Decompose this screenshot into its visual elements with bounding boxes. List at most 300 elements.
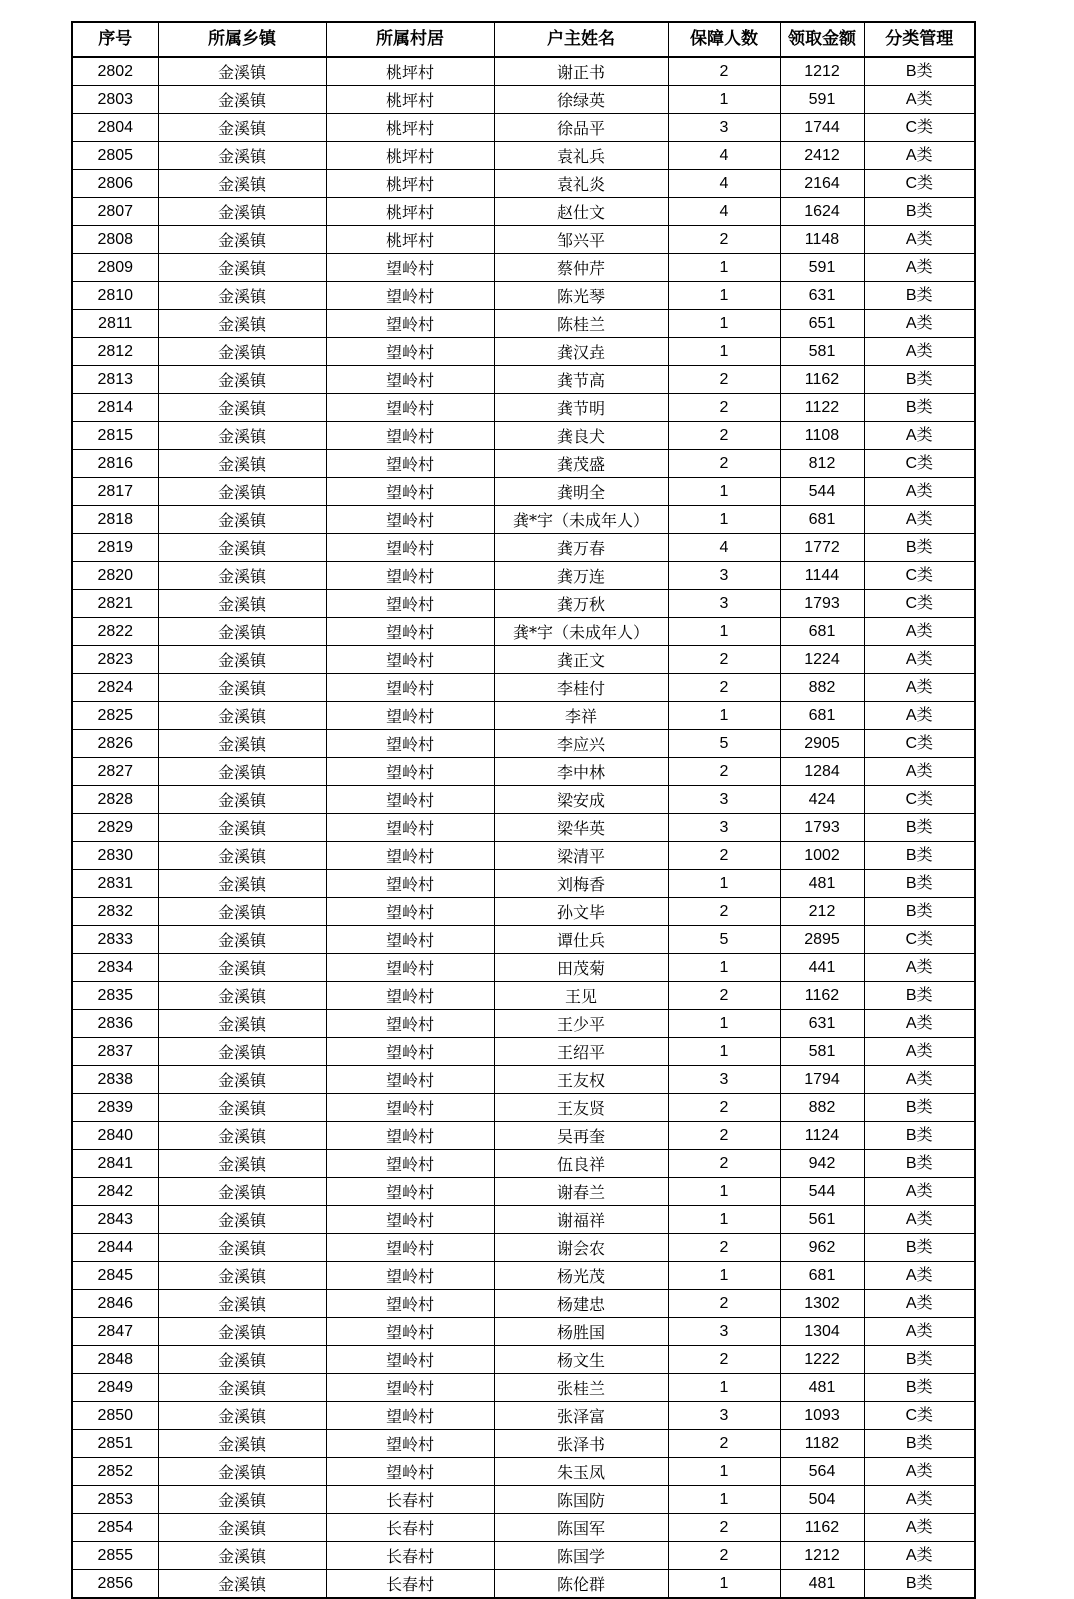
cell-people-count: 1 (668, 506, 780, 534)
cell-category: B类 (864, 898, 975, 926)
cell-serial: 2813 (72, 366, 158, 394)
cell-township: 金溪镇 (158, 198, 326, 226)
cell-amount: 591 (780, 254, 864, 282)
cell-category: B类 (864, 870, 975, 898)
table-row (72, 506, 975, 534)
cell-amount: 942 (780, 1150, 864, 1178)
table-row (72, 1122, 975, 1150)
cell-village: 望岭村 (326, 450, 494, 478)
cell-village: 望岭村 (326, 1374, 494, 1402)
cell-amount: 1002 (780, 842, 864, 870)
cell-township: 金溪镇 (158, 1178, 326, 1206)
cell-householder: 李中林 (494, 758, 668, 786)
cell-category: A类 (864, 478, 975, 506)
cell-category: B类 (864, 814, 975, 842)
cell-householder: 徐绿英 (494, 86, 668, 114)
cell-township: 金溪镇 (158, 422, 326, 450)
table-row (72, 1430, 975, 1458)
cell-category: A类 (864, 254, 975, 282)
cell-people-count: 1 (668, 1458, 780, 1486)
cell-amount: 1212 (780, 1542, 864, 1570)
cell-amount: 1304 (780, 1318, 864, 1346)
table-row (72, 1094, 975, 1122)
cell-amount: 441 (780, 954, 864, 982)
cell-township: 金溪镇 (158, 394, 326, 422)
cell-people-count: 1 (668, 310, 780, 338)
table-row (72, 814, 975, 842)
cell-township: 金溪镇 (158, 842, 326, 870)
cell-people-count: 1 (668, 86, 780, 114)
cell-township: 金溪镇 (158, 1150, 326, 1178)
cell-people-count: 1 (668, 1262, 780, 1290)
cell-people-count: 4 (668, 170, 780, 198)
cell-category: A类 (864, 1290, 975, 1318)
cell-householder: 龚万连 (494, 562, 668, 590)
cell-amount: 424 (780, 786, 864, 814)
cell-village: 望岭村 (326, 842, 494, 870)
cell-amount: 631 (780, 282, 864, 310)
cell-people-count: 4 (668, 198, 780, 226)
cell-people-count: 2 (668, 1430, 780, 1458)
cell-category: A类 (864, 1066, 975, 1094)
cell-village: 望岭村 (326, 1290, 494, 1318)
cell-village: 望岭村 (326, 1402, 494, 1430)
cell-township: 金溪镇 (158, 1346, 326, 1374)
header-village: 所属村居 (326, 22, 494, 57)
cell-village: 桃坪村 (326, 198, 494, 226)
table-row (72, 114, 975, 142)
cell-township: 金溪镇 (158, 1570, 326, 1599)
cell-householder: 龚万秋 (494, 590, 668, 618)
cell-serial: 2828 (72, 786, 158, 814)
cell-householder: 杨光茂 (494, 1262, 668, 1290)
cell-householder: 张泽富 (494, 1402, 668, 1430)
cell-category: C类 (864, 450, 975, 478)
cell-people-count: 1 (668, 954, 780, 982)
cell-serial: 2845 (72, 1262, 158, 1290)
cell-village: 望岭村 (326, 534, 494, 562)
cell-householder: 谢春兰 (494, 1178, 668, 1206)
cell-serial: 2815 (72, 422, 158, 450)
cell-people-count: 2 (668, 1150, 780, 1178)
cell-township: 金溪镇 (158, 1262, 326, 1290)
header-serial: 序号 (72, 22, 158, 57)
cell-people-count: 3 (668, 1402, 780, 1430)
cell-householder: 龚正文 (494, 646, 668, 674)
cell-township: 金溪镇 (158, 702, 326, 730)
cell-householder: 伍良祥 (494, 1150, 668, 1178)
cell-amount: 504 (780, 1486, 864, 1514)
cell-township: 金溪镇 (158, 1402, 326, 1430)
cell-people-count: 3 (668, 590, 780, 618)
cell-amount: 1162 (780, 366, 864, 394)
cell-village: 望岭村 (326, 338, 494, 366)
cell-village: 望岭村 (326, 702, 494, 730)
cell-village: 望岭村 (326, 422, 494, 450)
table-row (72, 1178, 975, 1206)
cell-people-count: 1 (668, 1486, 780, 1514)
cell-village: 桃坪村 (326, 114, 494, 142)
cell-category: B类 (864, 534, 975, 562)
cell-serial: 2820 (72, 562, 158, 590)
table-row (72, 86, 975, 114)
cell-village: 望岭村 (326, 898, 494, 926)
data-table (71, 21, 976, 1599)
cell-category: B类 (864, 1150, 975, 1178)
table-row (72, 1514, 975, 1542)
cell-serial: 2806 (72, 170, 158, 198)
cell-township: 金溪镇 (158, 926, 326, 954)
cell-serial: 2823 (72, 646, 158, 674)
cell-people-count: 5 (668, 926, 780, 954)
header-people-count: 保障人数 (668, 22, 780, 57)
cell-amount: 2905 (780, 730, 864, 758)
cell-serial: 2802 (72, 57, 158, 86)
table-row (72, 702, 975, 730)
cell-village: 望岭村 (326, 1150, 494, 1178)
cell-category: A类 (864, 1262, 975, 1290)
header-amount: 领取金额 (780, 22, 864, 57)
cell-category: B类 (864, 1234, 975, 1262)
table-row (72, 646, 975, 674)
cell-householder: 龚茂盛 (494, 450, 668, 478)
cell-amount: 1162 (780, 982, 864, 1010)
cell-householder: 杨建忠 (494, 1290, 668, 1318)
cell-township: 金溪镇 (158, 870, 326, 898)
cell-township: 金溪镇 (158, 478, 326, 506)
cell-serial: 2843 (72, 1206, 158, 1234)
cell-people-count: 1 (668, 254, 780, 282)
cell-householder: 李应兴 (494, 730, 668, 758)
cell-serial: 2847 (72, 1318, 158, 1346)
cell-village: 望岭村 (326, 646, 494, 674)
cell-village: 望岭村 (326, 1010, 494, 1038)
cell-amount: 212 (780, 898, 864, 926)
cell-householder: 龚良犬 (494, 422, 668, 450)
cell-category: A类 (864, 1486, 975, 1514)
cell-householder: 陈国防 (494, 1486, 668, 1514)
cell-category: A类 (864, 674, 975, 702)
cell-serial: 2805 (72, 142, 158, 170)
cell-amount: 591 (780, 86, 864, 114)
cell-people-count: 1 (668, 1570, 780, 1599)
cell-township: 金溪镇 (158, 562, 326, 590)
cell-householder: 王友权 (494, 1066, 668, 1094)
cell-village: 望岭村 (326, 394, 494, 422)
cell-township: 金溪镇 (158, 226, 326, 254)
cell-people-count: 3 (668, 786, 780, 814)
cell-township: 金溪镇 (158, 338, 326, 366)
cell-township: 金溪镇 (158, 646, 326, 674)
cell-people-count: 2 (668, 394, 780, 422)
cell-householder: 龚节高 (494, 366, 668, 394)
cell-township: 金溪镇 (158, 1486, 326, 1514)
cell-serial: 2812 (72, 338, 158, 366)
table-row (72, 338, 975, 366)
cell-category: C类 (864, 786, 975, 814)
cell-amount: 544 (780, 478, 864, 506)
table-row (72, 842, 975, 870)
cell-serial: 2836 (72, 1010, 158, 1038)
cell-serial: 2855 (72, 1542, 158, 1570)
table-row (72, 226, 975, 254)
cell-people-count: 2 (668, 1234, 780, 1262)
cell-serial: 2808 (72, 226, 158, 254)
cell-village: 望岭村 (326, 618, 494, 646)
cell-village: 望岭村 (326, 954, 494, 982)
cell-householder: 龚*宇（未成年人） (494, 618, 668, 646)
table-row (72, 1570, 975, 1599)
cell-village: 望岭村 (326, 1038, 494, 1066)
table-row (72, 1346, 975, 1374)
header-category: 分类管理 (864, 22, 975, 57)
cell-amount: 681 (780, 618, 864, 646)
table-body (72, 57, 975, 1598)
cell-householder: 龚*宇（未成年人） (494, 506, 668, 534)
cell-village: 望岭村 (326, 786, 494, 814)
cell-township: 金溪镇 (158, 366, 326, 394)
cell-householder: 陈光琴 (494, 282, 668, 310)
cell-amount: 1302 (780, 1290, 864, 1318)
cell-householder: 张桂兰 (494, 1374, 668, 1402)
table-row (72, 422, 975, 450)
cell-people-count: 1 (668, 1010, 780, 1038)
cell-township: 金溪镇 (158, 590, 326, 618)
cell-category: C类 (864, 562, 975, 590)
table-row (72, 758, 975, 786)
cell-serial: 2853 (72, 1486, 158, 1514)
cell-amount: 1122 (780, 394, 864, 422)
cell-householder: 谢正书 (494, 57, 668, 86)
table-row (72, 730, 975, 758)
cell-category: A类 (864, 758, 975, 786)
cell-township: 金溪镇 (158, 1094, 326, 1122)
cell-village: 望岭村 (326, 1122, 494, 1150)
table-row (72, 1066, 975, 1094)
cell-township: 金溪镇 (158, 814, 326, 842)
cell-amount: 1772 (780, 534, 864, 562)
cell-village: 望岭村 (326, 310, 494, 338)
cell-township: 金溪镇 (158, 730, 326, 758)
cell-serial: 2811 (72, 310, 158, 338)
table-row (72, 1402, 975, 1430)
cell-category: C类 (864, 114, 975, 142)
cell-amount: 681 (780, 506, 864, 534)
cell-serial: 2809 (72, 254, 158, 282)
cell-township: 金溪镇 (158, 1234, 326, 1262)
cell-township: 金溪镇 (158, 1290, 326, 1318)
cell-people-count: 2 (668, 1346, 780, 1374)
cell-amount: 544 (780, 1178, 864, 1206)
cell-village: 望岭村 (326, 982, 494, 1010)
table-row (72, 562, 975, 590)
table-row (72, 534, 975, 562)
cell-householder: 龚节明 (494, 394, 668, 422)
cell-category: B类 (864, 282, 975, 310)
cell-people-count: 4 (668, 142, 780, 170)
cell-category: A类 (864, 1010, 975, 1038)
cell-township: 金溪镇 (158, 310, 326, 338)
cell-village: 望岭村 (326, 1094, 494, 1122)
table-row (72, 926, 975, 954)
cell-serial: 2849 (72, 1374, 158, 1402)
cell-people-count: 2 (668, 1542, 780, 1570)
cell-village: 望岭村 (326, 1066, 494, 1094)
cell-category: B类 (864, 366, 975, 394)
table-row (72, 1262, 975, 1290)
cell-village: 望岭村 (326, 562, 494, 590)
cell-village: 望岭村 (326, 478, 494, 506)
cell-village: 望岭村 (326, 366, 494, 394)
cell-village: 望岭村 (326, 870, 494, 898)
cell-serial: 2825 (72, 702, 158, 730)
cell-householder: 李祥 (494, 702, 668, 730)
table-row (72, 478, 975, 506)
cell-amount: 481 (780, 1570, 864, 1599)
cell-people-count: 2 (668, 1514, 780, 1542)
cell-township: 金溪镇 (158, 1122, 326, 1150)
cell-township: 金溪镇 (158, 674, 326, 702)
cell-township: 金溪镇 (158, 254, 326, 282)
cell-people-count: 1 (668, 338, 780, 366)
table-row (72, 1038, 975, 1066)
cell-people-count: 1 (668, 618, 780, 646)
cell-township: 金溪镇 (158, 1010, 326, 1038)
cell-township: 金溪镇 (158, 282, 326, 310)
cell-serial: 2838 (72, 1066, 158, 1094)
cell-householder: 谭仕兵 (494, 926, 668, 954)
cell-village: 望岭村 (326, 674, 494, 702)
cell-village: 望岭村 (326, 590, 494, 618)
cell-village: 望岭村 (326, 1430, 494, 1458)
cell-amount: 1124 (780, 1122, 864, 1150)
cell-village: 长春村 (326, 1570, 494, 1599)
cell-serial: 2814 (72, 394, 158, 422)
cell-serial: 2819 (72, 534, 158, 562)
cell-category: A类 (864, 142, 975, 170)
cell-people-count: 2 (668, 982, 780, 1010)
header-row (72, 22, 975, 57)
cell-householder: 朱玉凤 (494, 1458, 668, 1486)
cell-township: 金溪镇 (158, 898, 326, 926)
cell-serial: 2844 (72, 1234, 158, 1262)
cell-people-count: 2 (668, 646, 780, 674)
cell-category: B类 (864, 57, 975, 86)
cell-householder: 杨胜国 (494, 1318, 668, 1346)
table-row (72, 898, 975, 926)
cell-village: 望岭村 (326, 814, 494, 842)
table-row (72, 310, 975, 338)
table-row (72, 450, 975, 478)
cell-serial: 2835 (72, 982, 158, 1010)
cell-householder: 梁清平 (494, 842, 668, 870)
cell-category: B类 (864, 1374, 975, 1402)
cell-householder: 田茂菊 (494, 954, 668, 982)
cell-people-count: 1 (668, 1178, 780, 1206)
cell-people-count: 1 (668, 870, 780, 898)
cell-category: B类 (864, 1570, 975, 1599)
cell-householder: 袁礼兵 (494, 142, 668, 170)
table-row (72, 170, 975, 198)
cell-serial: 2837 (72, 1038, 158, 1066)
cell-amount: 481 (780, 870, 864, 898)
cell-people-count: 2 (668, 1290, 780, 1318)
cell-people-count: 2 (668, 674, 780, 702)
cell-householder: 王绍平 (494, 1038, 668, 1066)
cell-people-count: 3 (668, 1318, 780, 1346)
cell-township: 金溪镇 (158, 982, 326, 1010)
cell-people-count: 2 (668, 57, 780, 86)
cell-amount: 581 (780, 338, 864, 366)
cell-serial: 2807 (72, 198, 158, 226)
cell-people-count: 5 (668, 730, 780, 758)
cell-householder: 王少平 (494, 1010, 668, 1038)
table-row (72, 1374, 975, 1402)
cell-village: 望岭村 (326, 1458, 494, 1486)
cell-township: 金溪镇 (158, 1514, 326, 1542)
cell-village: 桃坪村 (326, 57, 494, 86)
cell-amount: 1793 (780, 590, 864, 618)
cell-householder: 徐品平 (494, 114, 668, 142)
cell-people-count: 2 (668, 898, 780, 926)
cell-amount: 1624 (780, 198, 864, 226)
cell-amount: 882 (780, 1094, 864, 1122)
cell-people-count: 4 (668, 534, 780, 562)
cell-amount: 2895 (780, 926, 864, 954)
table-row (72, 1318, 975, 1346)
cell-village: 望岭村 (326, 1178, 494, 1206)
cell-serial: 2829 (72, 814, 158, 842)
cell-serial: 2830 (72, 842, 158, 870)
table-row (72, 1458, 975, 1486)
cell-householder: 王友贤 (494, 1094, 668, 1122)
cell-householder: 陈国军 (494, 1514, 668, 1542)
cell-householder: 蔡仲芹 (494, 254, 668, 282)
cell-township: 金溪镇 (158, 534, 326, 562)
cell-householder: 龚汉垚 (494, 338, 668, 366)
cell-amount: 1182 (780, 1430, 864, 1458)
cell-serial: 2803 (72, 86, 158, 114)
cell-householder: 杨文生 (494, 1346, 668, 1374)
cell-village: 长春村 (326, 1514, 494, 1542)
cell-township: 金溪镇 (158, 618, 326, 646)
cell-township: 金溪镇 (158, 1066, 326, 1094)
cell-township: 金溪镇 (158, 758, 326, 786)
cell-category: A类 (864, 1206, 975, 1234)
table-row (72, 394, 975, 422)
cell-serial: 2818 (72, 506, 158, 534)
cell-category: C类 (864, 170, 975, 198)
cell-township: 金溪镇 (158, 1038, 326, 1066)
header-township: 所属乡镇 (158, 22, 326, 57)
cell-people-count: 1 (668, 1374, 780, 1402)
cell-amount: 962 (780, 1234, 864, 1262)
cell-category: B类 (864, 198, 975, 226)
cell-category: A类 (864, 702, 975, 730)
cell-category: B类 (864, 842, 975, 870)
cell-serial: 2854 (72, 1514, 158, 1542)
cell-serial: 2822 (72, 618, 158, 646)
cell-householder: 吴再奎 (494, 1122, 668, 1150)
table-row (72, 674, 975, 702)
cell-householder: 袁礼炎 (494, 170, 668, 198)
cell-serial: 2856 (72, 1570, 158, 1599)
cell-village: 桃坪村 (326, 86, 494, 114)
cell-category: A类 (864, 422, 975, 450)
cell-serial: 2850 (72, 1402, 158, 1430)
cell-category: B类 (864, 394, 975, 422)
cell-amount: 1212 (780, 57, 864, 86)
